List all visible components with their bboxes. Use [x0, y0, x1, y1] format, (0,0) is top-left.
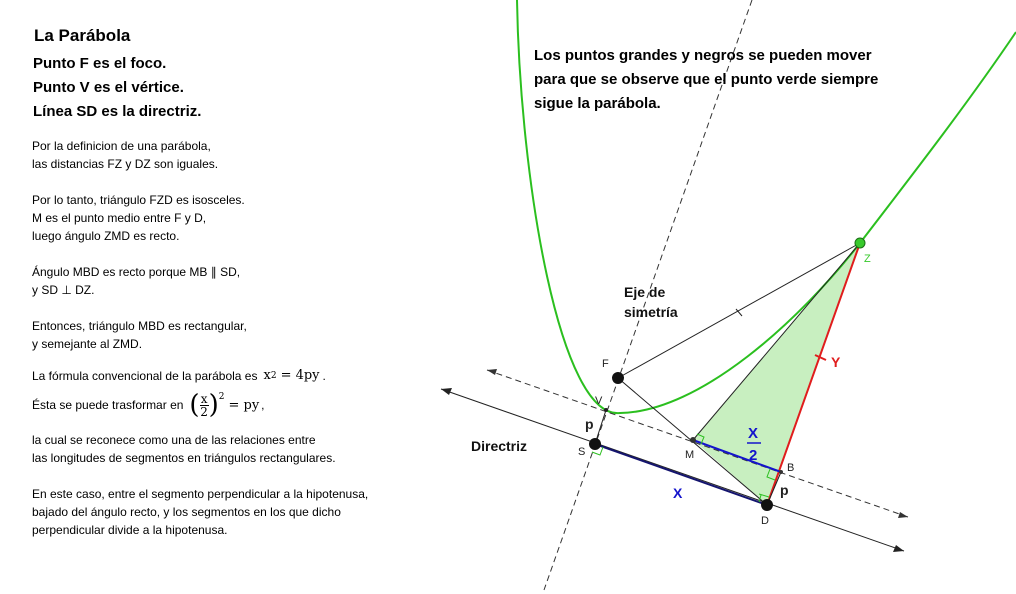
label-y: Y	[831, 354, 841, 370]
page-title: La Parábola	[34, 26, 131, 45]
point-z-green	[855, 238, 865, 248]
formula-transformed: Ésta se puede trasformar en ( $\frac{x}{2}$ ) $^2$ = py ,	[32, 390, 265, 420]
axis-label-line1: Eje de	[624, 284, 666, 300]
dashed-arrow-right	[898, 512, 908, 518]
paragraph-similar: Entonces, triángulo MBD es rectangular, y semejante al ZMD.	[32, 319, 247, 351]
definition-directrix: Línea SD es la directriz.	[33, 103, 202, 120]
paragraph-isosceles: Por lo tanto, triángulo FZD es isosceles. M es el punto medio entre F y D, luego ángulo ZMD es recto.	[32, 193, 245, 243]
label-z: Z	[864, 253, 871, 265]
definition-vertex: Punto V es el vértice.	[33, 79, 184, 96]
label-f: F	[602, 358, 609, 370]
directrix-line	[441, 389, 904, 551]
label-b: B	[787, 462, 795, 474]
formula-x-squared: x 2 = 4py	[263, 368, 320, 383]
point-s-handle[interactable]	[589, 438, 601, 450]
triangle-mzd-fill	[693, 243, 860, 505]
label-m: M	[685, 449, 695, 461]
dashed-arrow-left	[487, 369, 497, 375]
label-p-bottom: p	[780, 482, 789, 498]
paragraph-relation: la cual se reconece como una de las relaciones entre las longitudes de segmentos en triángulos rectangulares.	[32, 433, 336, 465]
paragraph-definition: Por la definicion de una parábola, las distancias FZ y DZ son iguales.	[32, 139, 219, 171]
formula-half-x-squared: ( $\frac{x}{2}$ ) $^2$ = py	[189, 390, 260, 420]
point-d-handle[interactable]	[761, 499, 773, 511]
paragraph-case: En este caso, entre el segmento perpendicular a la hipotenusa, bajado del ángulo recto, y los segmentos en los que dicho perpendicular divide a la hipotenusa.	[32, 487, 369, 537]
point-v	[604, 408, 608, 412]
label-x: X	[673, 485, 683, 501]
label-d: D	[761, 515, 769, 527]
label-v: V	[595, 395, 603, 407]
label-s: S	[578, 446, 586, 458]
label-p-top: p	[585, 416, 594, 432]
directrix-arrow-right	[893, 545, 904, 552]
label-half-x-den: 2	[749, 447, 758, 464]
point-m	[690, 437, 696, 443]
directrix-label: Directriz	[471, 438, 528, 454]
directrix-arrow-left	[441, 388, 452, 395]
instruction-note: Los puntos grandes y negros se pueden mover para que se observe que el punto verde siempre sigue la parábola.	[534, 47, 879, 112]
axis-label-line2: simetría	[624, 304, 678, 320]
paragraph-right-angle: Ángulo MBD es recto porque MB ∥ SD, y SD ⊥ DZ.	[32, 265, 241, 297]
definition-focus: Punto F es el foco.	[33, 55, 167, 72]
label-half-x-num: X	[748, 425, 759, 442]
formula-conventional: La fórmula convencional de la parábola es x 2 = 4py .	[32, 368, 326, 383]
point-b	[779, 470, 783, 474]
tangent-dashed-line	[487, 370, 908, 517]
point-f-handle[interactable]	[612, 372, 624, 384]
